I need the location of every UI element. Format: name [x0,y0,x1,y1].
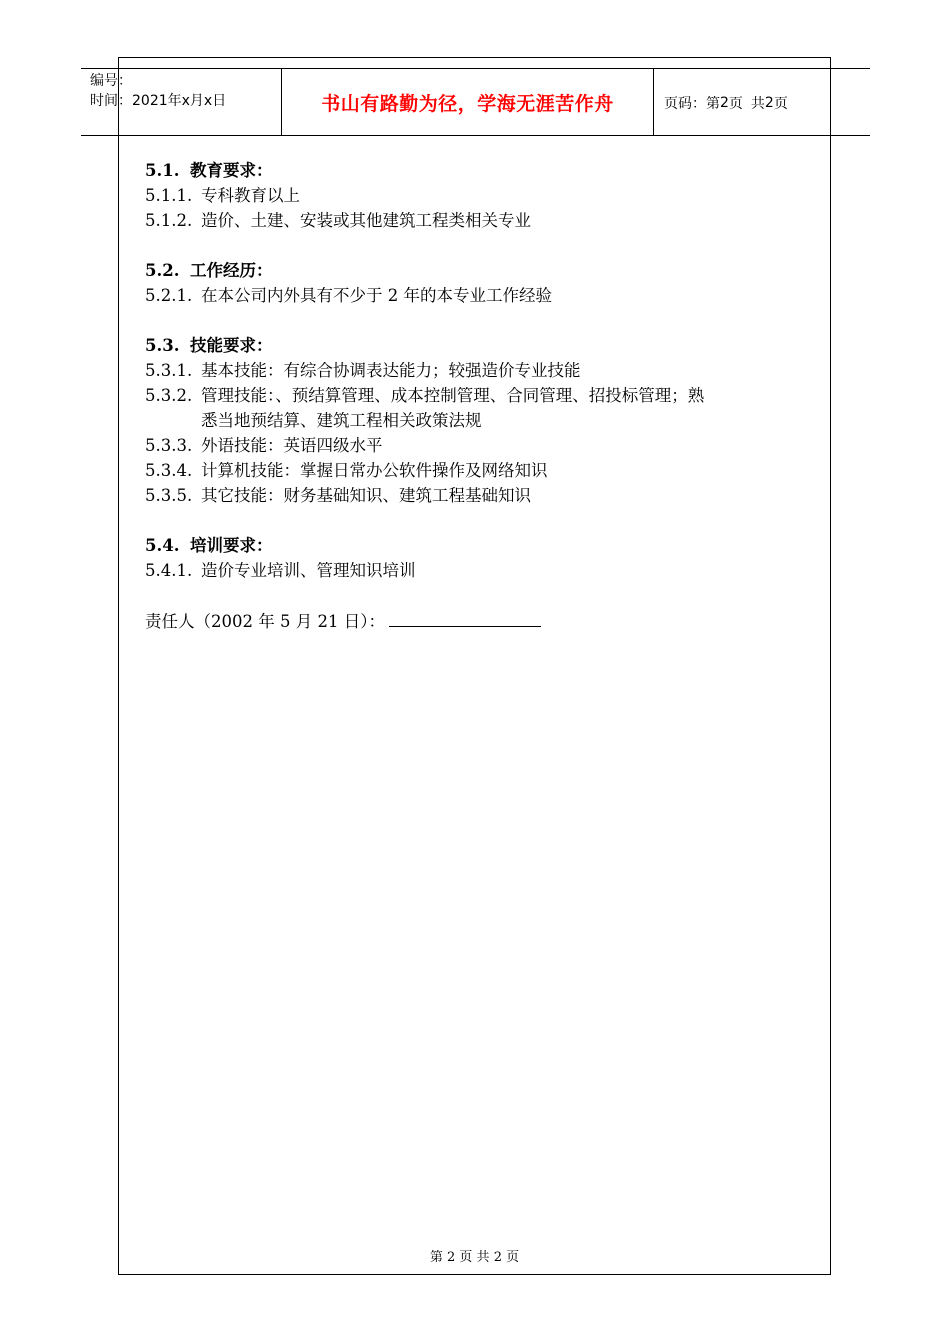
list-item [145,358,825,383]
item-text: 基本技能：有综合协调表达能力；较强造价专业技能 [201,361,581,380]
page-label: 页码：第 [664,95,720,112]
item-text: 造价、土建、安装或其他建筑工程类相关专业 [201,211,531,230]
list-item [145,383,825,433]
item-number: 5.2.1. [145,286,193,305]
section-number: 5.3. [145,336,180,355]
section-number: 5.4. [145,536,180,555]
list-item [145,558,825,583]
item-number: 5.3.2. [145,386,193,405]
document-number-label: 编号： [90,73,132,89]
item-number: 5.3.3. [145,436,193,455]
item-number: 5.1.2. [145,211,193,230]
item-text: 专科教育以上 [201,186,300,205]
page-label-end: 页 [773,95,788,112]
document-time: 时间：2021年x月x日 [90,93,227,109]
item-number: 5.3.5. [145,486,193,505]
section-number: 5.2. [145,261,180,280]
item-text: 管理技能：、预结算管理、成本控制管理、合同管理、招投标管理；熟 [201,386,705,405]
header-meta [81,69,281,136]
item-number: 5.4.1. [145,561,193,580]
item-number: 5.3.4. [145,461,193,480]
document-body [145,158,825,634]
list-item [145,283,825,308]
section-title: 教育要求： [190,161,273,180]
item-text: 外语技能：英语四级水平 [201,436,383,455]
page-total: 2 [764,94,774,111]
list-item [145,458,825,483]
section-title: 培训要求： [190,536,273,555]
page-label-mid: 页 [728,95,743,112]
item-text: 计算机技能：掌握日常办公软件操作及网络知识 [201,461,548,480]
page-number: 2 [720,94,729,111]
item-text: 其它技能：财务基础知识、建筑工程基础知识 [201,486,531,505]
item-text-continued: 悉当地预结算、建筑工程相关政策法规 [201,411,482,430]
section-title: 工作经历： [190,261,273,280]
section-number: 5.1. [145,161,180,180]
page-footer: 第 2 页 共 2 页 [429,1250,520,1265]
motto-title: 书山有路勤为径，学海无涯苦作舟 [321,93,614,115]
list-item [145,433,825,458]
item-number: 5.1.1. [145,186,193,205]
section-heading [145,258,825,283]
section-heading [145,333,825,358]
header-page-info [654,69,870,136]
section-title: 技能要求： [190,336,273,355]
header-motto-cell [281,69,654,136]
signature-label: 责任人（2002 年 5 月 21 日）： [145,612,385,631]
page-header [81,68,870,136]
signature-line [145,608,825,634]
item-text: 在本公司内外具有不少于 2 年的本专业工作经验 [201,286,552,305]
section-heading [145,158,825,183]
page-total-label: 共 [750,95,765,112]
section-heading [145,533,825,558]
list-item [145,183,825,208]
list-item [145,208,825,233]
item-number: 5.3.1. [145,361,193,380]
signature-blank [389,608,541,627]
item-text: 造价专业培训、管理知识培训 [201,561,416,580]
list-item [145,483,825,508]
